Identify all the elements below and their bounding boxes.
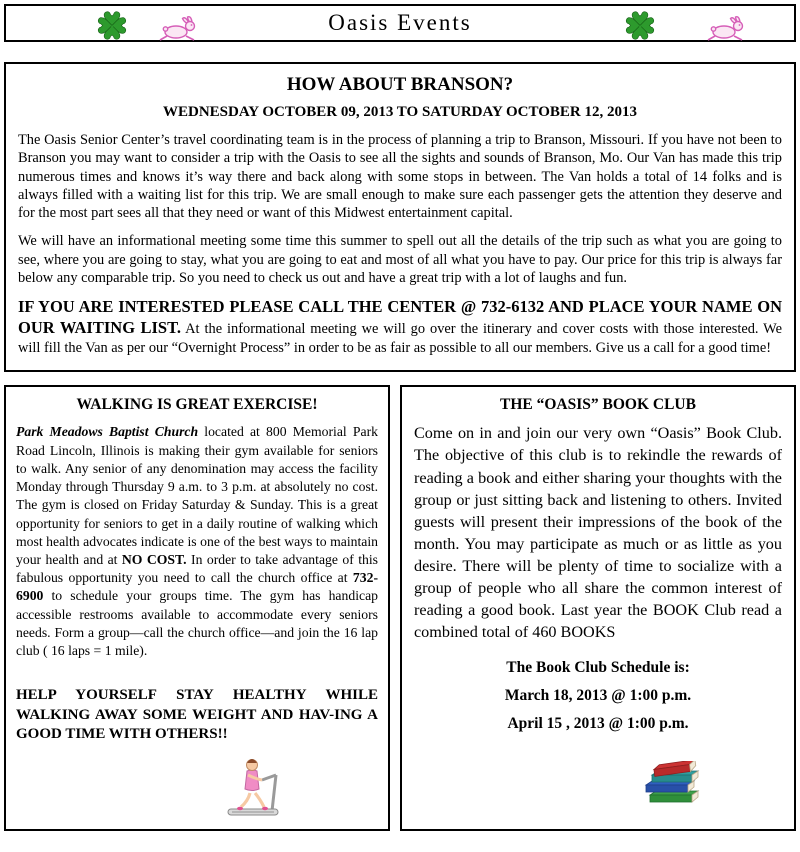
branson-call-to-action: IF YOU ARE INTERESTED PLEASE CALL THE CENTER @ 732-6132 AND PLACE YOUR NAME ON OUR WAITING LIST. bbox=[18, 297, 782, 338]
rabbit-icon bbox=[706, 14, 748, 47]
book-club-title: THE “OASIS” BOOK CLUB bbox=[500, 396, 696, 414]
walking-text-b2: to schedule your groups time. The gym has handicap accessible restrooms available to accommodate every seniors needs. Form a group—call the church office—and join the 16 lap club ( 16 laps = 1 mile). bbox=[16, 588, 378, 659]
church-phone: 732-6900 bbox=[16, 570, 378, 604]
book-club-schedule-heading: The Book Club Schedule is: bbox=[506, 658, 690, 676]
walking-paragraph bbox=[16, 423, 378, 660]
bottom-columns bbox=[4, 385, 796, 830]
treadmill-clipart bbox=[226, 753, 378, 822]
branson-paragraph-1: The Oasis Senior Center’s travel coordinating team is in the process of planning a trip to Branson, Missouri. If you have not been to Branson you may want to consider a trip with the Oasis to see all the sights and sounds of Branson, Mo. Our Van has made this trip numerous times and knows it’s way there and back along with some stops in between. The Van holds a total of 14 folks and is always filled with a waiting list for this trip. We are small enough to make sure each passenger gets the attention they deserve and for the most part sees all that they need or want of this Midwest entertainment capital. bbox=[18, 132, 782, 222]
books-clipart bbox=[642, 761, 782, 812]
shamrock-icon bbox=[624, 9, 656, 47]
church-name: Park Meadows Baptist Church bbox=[16, 424, 199, 440]
branson-paragraph-3-rest: At the informational meeting we will go over the itinerary and cover costs with those interested. We will fill the Van as per our “Overnight Process” in order to be as fair as possible to all our members. Give us a call for a good time! bbox=[18, 321, 782, 357]
book-club-box bbox=[400, 385, 796, 830]
walking-text-b1: In order to take advantage of this fabulous opportunity you need to call the church office at bbox=[16, 551, 378, 586]
branson-title: HOW ABOUT BRANSON? bbox=[286, 74, 514, 95]
schedule-line-april: April 15 , 2013 @ 1:00 p.m. bbox=[507, 714, 689, 732]
branson-paragraph-3 bbox=[18, 297, 782, 357]
schedule-line-march: March 18, 2013 @ 1:00 p.m. bbox=[504, 686, 692, 704]
walking-text-a: located at 800 Memorial Park Road Lincoln, Illinois is making their gym available for seniors to walk. Any senior of any denomination may access the facility Monday through Thursday 9 a.m. to 3 p.m. at absolutely no cost. The gym is closed on Friday Saturday & Sunday. This is a great opportunity for seniors to get in a daily routine of walking which most health advocates indicate is one of the best ways to maintain your health and at bbox=[16, 424, 379, 567]
page-title: Oasis Events bbox=[328, 10, 472, 35]
no-cost-emphasis: NO COST. bbox=[121, 551, 187, 567]
branson-paragraph-2: We will have an informational meeting some time this summer to spell out all the details of the trip such as what you are going to see, where you are going to stay, what you are going to eat and most of all what you have to pay. Our price for this trip is always far below any comparable trip. So you need to check us out and have a great trip with a lot of laughs and fun. bbox=[18, 233, 782, 286]
walking-closing: HELP YOURSELF STAY HEALTHY WHILE WALKING AWAY SOME WEIGHT AND HAV-ING A GOOD TIME WITH OTHERS!! bbox=[16, 687, 378, 743]
walking-title: WALKING IS GREAT EXERCISE! bbox=[76, 396, 318, 414]
branson-section bbox=[4, 62, 796, 372]
walking-box bbox=[4, 385, 390, 830]
branson-dates: WEDNESDAY OCTOBER 09, 2013 TO SATURDAY OCTOBER 12, 2013 bbox=[163, 104, 637, 120]
header-bar bbox=[4, 4, 796, 42]
book-club-paragraph: Come on in and join our very own “Oasis” Book Club. The objective of this club is to rekindle the rewards of reading a book and either sharing your thoughts with the group or just sitting back and listening to others. Invited guests will present their impressions of the book of the month. You may participate as much or as little as you desire. There will be plenty of time to socialize with a group of people who all share the common interest of reading a good book. Last year the BOOK Club read a combined total of 460 BOOKS bbox=[414, 424, 782, 641]
